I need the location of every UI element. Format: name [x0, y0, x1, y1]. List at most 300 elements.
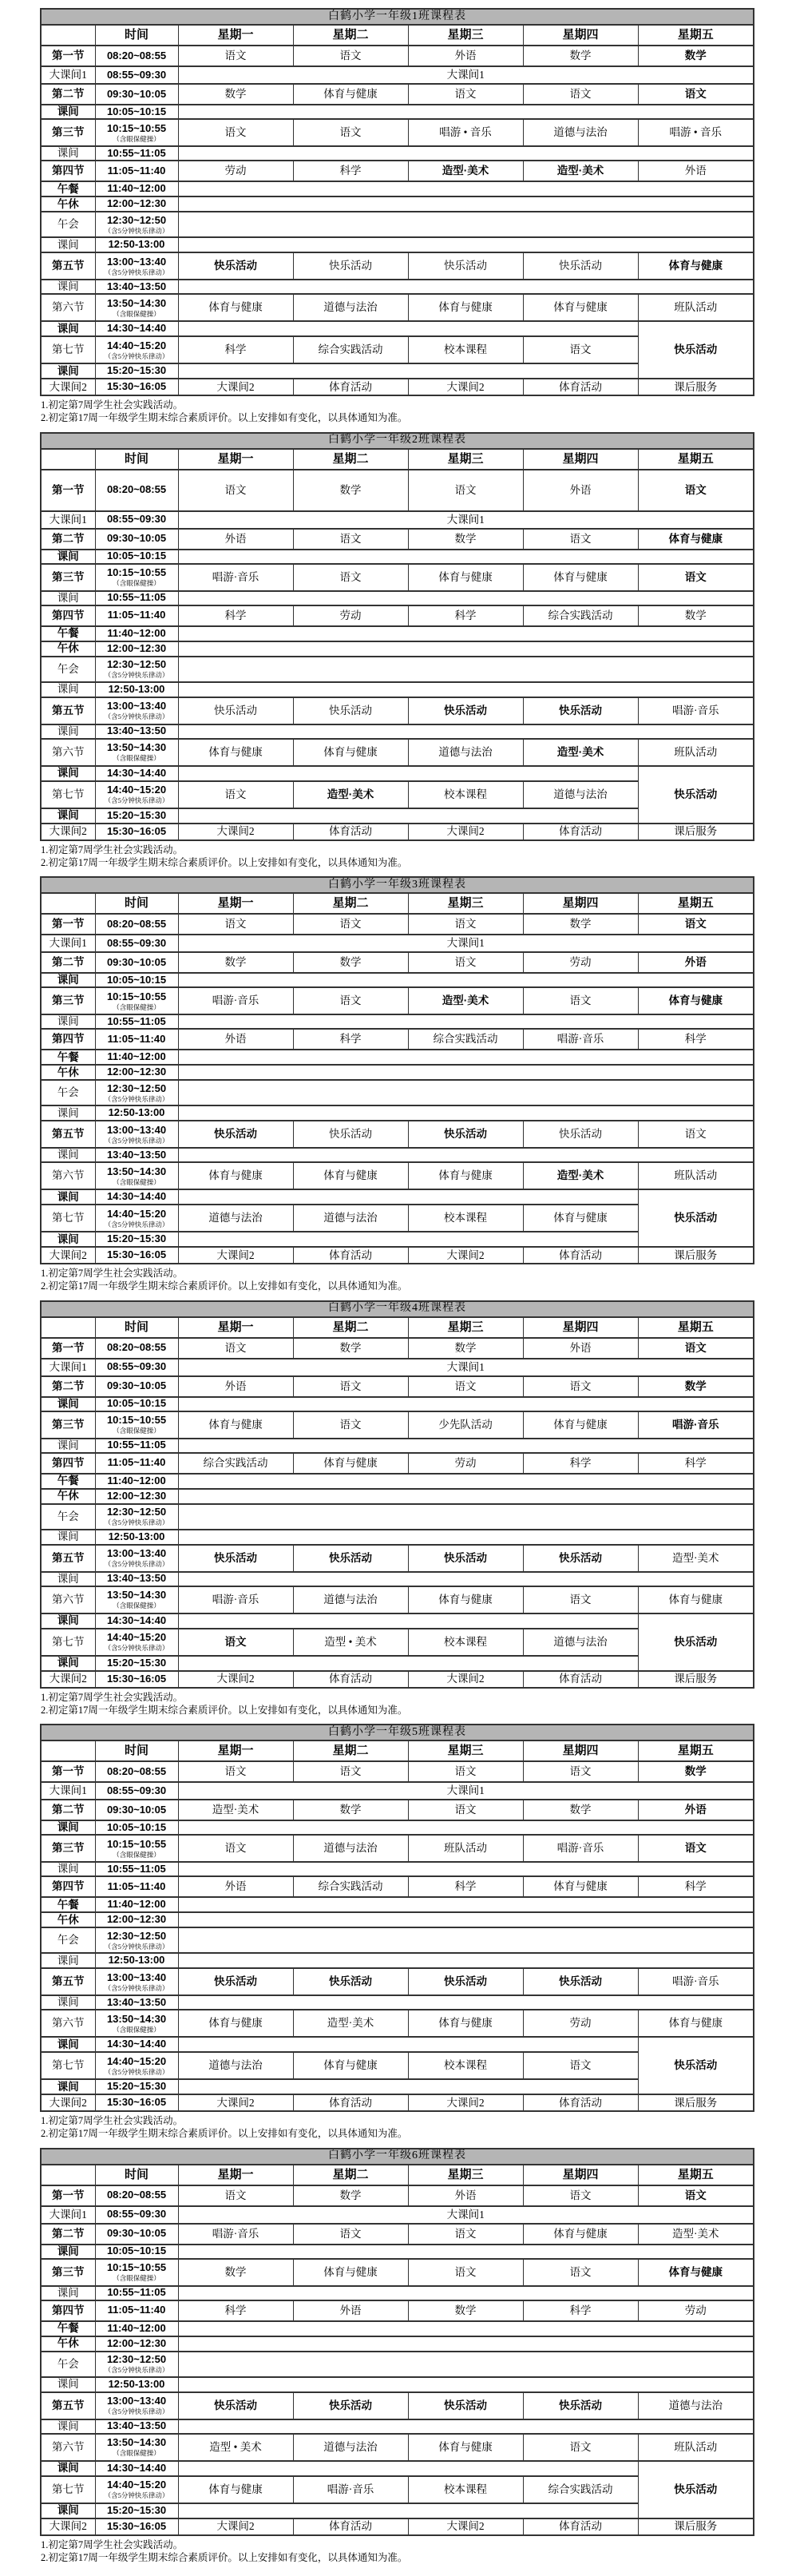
- subject-cell: 体育与健康: [523, 1411, 638, 1439]
- subject-cell: 大课间2: [408, 1671, 523, 1688]
- subject-cell: 唱游·音乐: [178, 2224, 293, 2245]
- subject-cell: 班队活动: [638, 2434, 754, 2461]
- time-note: （含5分钟快乐律动）: [104, 351, 169, 360]
- subject-cell: 大课间2: [408, 379, 523, 395]
- day-header-4: 星期四: [523, 893, 638, 914]
- time-cell: 11:40~12:00: [95, 1050, 178, 1065]
- subject-cell: 道德与法治: [408, 739, 523, 766]
- subject-cell: 语文: [178, 781, 293, 808]
- time-cell: 11:05~11:40: [95, 2300, 178, 2321]
- subject-cell: 快乐活动: [293, 1545, 408, 1572]
- subject-cell: 班队活动: [638, 1162, 754, 1189]
- subject-cell: 语文: [293, 1761, 408, 1782]
- period-label: 大课间2: [41, 1247, 95, 1264]
- period-label: 课间: [41, 682, 95, 697]
- break-cell: [178, 550, 754, 564]
- subject-cell: 科学: [638, 1029, 754, 1050]
- time-cell: 12:00~12:30: [95, 1489, 178, 1504]
- break-cell: [178, 321, 638, 336]
- time-cell: 12:00~12:30: [95, 641, 178, 657]
- row-午会: [41, 1080, 754, 1105]
- period-label: 课间: [41, 1189, 95, 1205]
- row-大课间2: [41, 2094, 754, 2111]
- row-课间: [41, 1995, 754, 2010]
- subject-cell: 语文: [408, 914, 523, 935]
- row-第六节: [41, 739, 754, 766]
- time-cell: 12:00~12:30: [95, 196, 178, 212]
- row-课间: [41, 2377, 754, 2392]
- time-cell: 12:50-13:00: [95, 237, 178, 252]
- time-cell: 08:55~09:30: [95, 2206, 178, 2224]
- time-cell: 12:00~12:30: [95, 2336, 178, 2352]
- subject-cell: 数学: [293, 2185, 408, 2206]
- time-header: 时间: [95, 449, 178, 470]
- subject-cell: 大课间2: [178, 379, 293, 395]
- subject-cell: 快乐活动: [408, 697, 523, 724]
- subject-cell: 校本课程: [408, 2476, 523, 2503]
- time-cell: 10:05~10:15: [95, 2245, 178, 2259]
- day-header-3: 星期三: [408, 1740, 523, 1761]
- subject-cell: 数学: [523, 1800, 638, 1820]
- subject-cell: 体育活动: [523, 824, 638, 840]
- time-cell: 13:40~13:50: [95, 1148, 178, 1162]
- time-cell: 10:05~10:15: [95, 1820, 178, 1835]
- row-课间: [41, 1439, 754, 1453]
- time-note: （含5分钟快乐律动）: [104, 268, 169, 276]
- time-cell: 12:50-13:00: [95, 1953, 178, 1968]
- subject-cell: 科学: [408, 605, 523, 626]
- subject-cell: 语文: [293, 1411, 408, 1439]
- row-第五节: [41, 1545, 754, 1572]
- time-cell: 15:20~15:30: [95, 1232, 178, 1247]
- subject-cell: 快乐活动: [523, 697, 638, 724]
- subject-cell: 体育活动: [293, 1247, 408, 1264]
- footnote-line-2: 2.初定第17周一年级学生期末综合素质评价。以上安排如有变化，以具体通知为准。: [41, 856, 408, 868]
- row-第四节: [41, 1876, 754, 1897]
- period-label: 课间: [41, 1232, 95, 1247]
- time-cell: 14:40~15:20 （含5分钟快乐律动）: [95, 781, 178, 808]
- day-header-1: 星期一: [178, 2165, 293, 2185]
- row-午餐: [41, 1050, 754, 1065]
- period-label: 午休: [41, 196, 95, 212]
- table-title: 白鹤小学一年级1班课程表: [41, 9, 754, 25]
- time-cell: 14:30~14:40: [95, 2461, 178, 2476]
- subject-cell: 综合实践活动: [523, 605, 638, 626]
- subject-cell: 快乐活动: [523, 1121, 638, 1148]
- time-cell: 08:20~08:55: [95, 1761, 178, 1782]
- time-cell: 13:50~14:30 （含眼保健操）: [95, 739, 178, 766]
- subject-cell: 语文: [408, 1761, 523, 1782]
- table-title: 白鹤小学一年级3班课程表: [41, 877, 754, 893]
- subject-cell: 语文: [408, 84, 523, 105]
- time-cell: 11:40~12:00: [95, 2321, 178, 2336]
- period-label: 第一节: [41, 1338, 95, 1359]
- subject-cell: 数学: [638, 605, 754, 626]
- footnote-line-2: 2.初定第17周一年级学生期末综合素质评价。以上安排如有变化，以具体通知为准。: [41, 2128, 408, 2140]
- row-第一节: [41, 914, 754, 935]
- break-cell: [178, 1995, 754, 2010]
- break-cell: [178, 1953, 754, 1968]
- period-label: 课间: [41, 1572, 95, 1586]
- period-label: 课间: [41, 2377, 95, 2392]
- time-cell: 10:15~10:55 （含眼保健操）: [95, 1411, 178, 1439]
- subject-cell: 快乐活动: [523, 1545, 638, 1572]
- row-课间: [41, 237, 754, 252]
- time-cell: 10:55~11:05: [95, 1862, 178, 1876]
- time-cell: 15:30~16:05: [95, 824, 178, 840]
- break-cell: [178, 1530, 754, 1545]
- break-cell: [178, 1820, 754, 1835]
- period-label: 第七节: [41, 2052, 95, 2079]
- break-cell: [178, 641, 754, 657]
- corner-cell: [41, 449, 95, 470]
- time-cell: 09:30~10:05: [95, 952, 178, 973]
- time-cell: 12:00~12:30: [95, 1912, 178, 1927]
- row-午餐: [41, 626, 754, 641]
- time-cell: 13:50~14:30 （含眼保健操）: [95, 1162, 178, 1189]
- subject-cell: 快乐活动: [408, 252, 523, 280]
- time-cell: 11:40~12:00: [95, 1474, 178, 1489]
- table-footnotes: [41, 2538, 753, 2565]
- row-课间: [41, 1953, 754, 1968]
- time-note: （含眼保健操）: [113, 134, 160, 143]
- footnote-line-2: 2.初定第17周一年级学生期末综合素质评价。以上安排如有变化，以具体通知为准。: [41, 412, 408, 424]
- table-title: 白鹤小学一年级2班课程表: [41, 433, 754, 449]
- row-第二节: [41, 2224, 754, 2245]
- row-大课间2: [41, 2518, 754, 2535]
- table-title-row: [41, 877, 754, 893]
- row-课间: [41, 2419, 754, 2434]
- time-cell: 13:40~13:50: [95, 1572, 178, 1586]
- row-第一节: [41, 46, 754, 66]
- row-午休: [41, 641, 754, 657]
- subject-cell: 道德与法治: [293, 1586, 408, 1613]
- subject-cell: 道德与法治: [523, 1629, 638, 1656]
- row-大课间2: [41, 1247, 754, 1264]
- period-label: 第一节: [41, 1761, 95, 1782]
- row-午餐: [41, 1897, 754, 1912]
- table-title: 白鹤小学一年级5班课程表: [41, 1725, 754, 1740]
- subject-cell: 外语: [523, 1338, 638, 1359]
- time-cell: 10:05~10:15: [95, 105, 178, 119]
- row-午休: [41, 1489, 754, 1504]
- time-cell: 15:30~16:05: [95, 379, 178, 395]
- period-label: 午餐: [41, 1050, 95, 1065]
- friday-merged-cell: 快乐活动: [638, 321, 754, 379]
- time-cell: 13:00~13:40 （含5分钟快乐律动）: [95, 1968, 178, 1995]
- period-label: 课间: [41, 2419, 95, 2434]
- time-cell: 12:30~12:50 （含5分钟快乐律动）: [95, 1080, 178, 1105]
- subject-cell: 科学: [523, 1453, 638, 1474]
- row-第一节: [41, 2185, 754, 2206]
- footnote-line-1: 1.初定第7周学生社会实践活动。: [41, 1268, 184, 1279]
- time-note: （含5分钟快乐律动）: [104, 2491, 169, 2500]
- period-label: 午会: [41, 657, 95, 682]
- time-cell: 13:50~14:30 （含眼保健操）: [95, 1586, 178, 1613]
- time-cell: 11:40~12:00: [95, 626, 178, 641]
- period-label: 第一节: [41, 46, 95, 66]
- time-cell: 15:30~16:05: [95, 2518, 178, 2535]
- break-cell: [178, 682, 754, 697]
- time-cell: 12:30~12:50 （含5分钟快乐律动）: [95, 212, 178, 237]
- subject-cell: 快乐活动: [408, 2392, 523, 2419]
- row-课间: [41, 1105, 754, 1121]
- day-header-1: 星期一: [178, 893, 293, 914]
- row-第五节: [41, 1968, 754, 1995]
- subject-cell: 语文: [408, 2224, 523, 2245]
- break-cell: [178, 1439, 754, 1453]
- subject-cell: 造型·美术: [408, 987, 523, 1014]
- morning-break-cell: 大课间1: [178, 2206, 754, 2224]
- subject-cell: 快乐活动: [408, 1121, 523, 1148]
- period-label: 第四节: [41, 2300, 95, 2321]
- footnote-line-1: 1.初定第7周学生社会实践活动。: [41, 843, 184, 855]
- subject-cell: 劳动: [523, 2010, 638, 2037]
- subject-cell: 唱游 • 音乐: [408, 119, 523, 146]
- row-午餐: [41, 181, 754, 196]
- row-午会: [41, 1504, 754, 1530]
- period-label: 大课间1: [41, 1782, 95, 1800]
- time-cell: 15:30~16:05: [95, 1671, 178, 1688]
- subject-cell: 语文: [523, 2185, 638, 2206]
- period-label: 课间: [41, 1530, 95, 1545]
- time-note: （含5分钟快乐律动）: [104, 712, 169, 721]
- period-label: 课间: [41, 237, 95, 252]
- period-label: 大课间2: [41, 824, 95, 840]
- morning-break-cell: 大课间1: [178, 935, 754, 952]
- day-header-5: 星期五: [638, 1317, 754, 1338]
- morning-break-cell: 大课间1: [178, 1782, 754, 1800]
- subject-cell: 语文: [178, 470, 293, 511]
- subject-cell: 快乐活动: [178, 1121, 293, 1148]
- timetable-class-3: [40, 876, 754, 1264]
- time-cell: 15:20~15:30: [95, 2079, 178, 2094]
- break-cell: [178, 973, 754, 987]
- period-label: 第四节: [41, 1876, 95, 1897]
- break-cell: [178, 1397, 754, 1411]
- subject-cell: 道德与法治: [293, 2434, 408, 2461]
- time-cell: 10:05~10:15: [95, 973, 178, 987]
- time-cell: 12:50-13:00: [95, 1105, 178, 1121]
- period-label: 第五节: [41, 1968, 95, 1995]
- subject-cell: 道德与法治: [523, 781, 638, 808]
- break-cell: [178, 1148, 754, 1162]
- period-label: 午会: [41, 1504, 95, 1530]
- time-cell: 13:50~14:30 （含眼保健操）: [95, 294, 178, 321]
- period-label: 第六节: [41, 1586, 95, 1613]
- time-cell: 09:30~10:05: [95, 529, 178, 550]
- subject-cell: 科学: [178, 2300, 293, 2321]
- time-note: （含眼保健操）: [113, 309, 160, 318]
- row-第五节: [41, 697, 754, 724]
- period-label: 课间: [41, 1656, 95, 1671]
- subject-cell: 唱游·音乐: [293, 2476, 408, 2503]
- subject-cell: 唱游·音乐: [178, 564, 293, 591]
- time-cell: 13:40~13:50: [95, 2419, 178, 2434]
- subject-cell: 科学: [293, 1029, 408, 1050]
- friday-merged-cell: 快乐活动: [638, 2461, 754, 2518]
- table-header-row: [41, 2165, 754, 2185]
- period-label: 课间: [41, 146, 95, 161]
- time-cell: 09:30~10:05: [95, 1376, 178, 1397]
- break-cell: [178, 1862, 754, 1876]
- subject-cell: 外语: [638, 1800, 754, 1820]
- period-label: 午会: [41, 1927, 95, 1953]
- row-第四节: [41, 1029, 754, 1050]
- period-label: 午会: [41, 212, 95, 237]
- subject-cell: 科学: [638, 1876, 754, 1897]
- subject-cell: 体育与健康: [523, 564, 638, 591]
- period-label: 第三节: [41, 119, 95, 146]
- row-大课间1: [41, 2206, 754, 2224]
- period-label: 课间: [41, 550, 95, 564]
- subject-cell: 语文: [293, 529, 408, 550]
- subject-cell: 造型·美术: [523, 1162, 638, 1189]
- period-label: 第一节: [41, 470, 95, 511]
- time-cell: 08:55~09:30: [95, 1782, 178, 1800]
- row-午休: [41, 196, 754, 212]
- subject-cell: 外语: [408, 2185, 523, 2206]
- subject-cell: 语文: [178, 1835, 293, 1862]
- table-footnotes: [41, 1691, 753, 1717]
- break-cell: [178, 1014, 754, 1029]
- subject-cell: 综合实践活动: [293, 1876, 408, 1897]
- time-cell: 12:30~12:50 （含5分钟快乐律动）: [95, 657, 178, 682]
- time-note: （含眼保健操）: [113, 754, 160, 763]
- period-label: 午休: [41, 1065, 95, 1080]
- row-第三节: [41, 1411, 754, 1439]
- time-cell: 08:20~08:55: [95, 914, 178, 935]
- period-label: 第五节: [41, 2392, 95, 2419]
- time-cell: 11:05~11:40: [95, 605, 178, 626]
- subject-cell: 语文: [523, 529, 638, 550]
- time-cell: 15:20~15:30: [95, 363, 178, 379]
- period-label: 课间: [41, 1014, 95, 1029]
- period-label: 大课间1: [41, 1359, 95, 1376]
- period-label: 午会: [41, 1080, 95, 1105]
- row-课间: [41, 682, 754, 697]
- period-label: 第三节: [41, 564, 95, 591]
- time-note: （含眼保健操）: [113, 1177, 160, 1186]
- subject-cell: 校本课程: [408, 1629, 523, 1656]
- time-cell: 13:40~13:50: [95, 724, 178, 739]
- row-课间: [41, 724, 754, 739]
- break-cell: [178, 1927, 754, 1953]
- subject-cell: 语文: [523, 336, 638, 363]
- time-cell: 15:30~16:05: [95, 2094, 178, 2111]
- period-label: 课间: [41, 1613, 95, 1629]
- row-午餐: [41, 2321, 754, 2336]
- subject-cell: 造型·美术: [523, 161, 638, 181]
- break-cell: [178, 2079, 638, 2094]
- time-cell: 11:40~12:00: [95, 1897, 178, 1912]
- subject-cell: 语文: [178, 914, 293, 935]
- row-课间: [41, 591, 754, 605]
- subject-cell: 快乐活动: [293, 1968, 408, 1995]
- subject-cell: 唱游·音乐: [523, 1835, 638, 1862]
- subject-cell: 体育与健康: [638, 529, 754, 550]
- time-cell: 10:15~10:55 （含眼保健操）: [95, 1835, 178, 1862]
- subject-cell: 数学: [293, 1800, 408, 1820]
- time-cell: 09:30~10:05: [95, 1800, 178, 1820]
- period-label: 课间: [41, 808, 95, 824]
- subject-cell: 体育活动: [293, 2094, 408, 2111]
- subject-cell: 道德与法治: [638, 2392, 754, 2419]
- time-cell: 13:00~13:40 （含5分钟快乐律动）: [95, 252, 178, 280]
- subject-cell: 综合实践活动: [408, 1029, 523, 1050]
- period-label: 大课间1: [41, 66, 95, 84]
- day-header-2: 星期二: [293, 449, 408, 470]
- subject-cell: 大课间2: [178, 1247, 293, 1264]
- subject-cell: 大课间2: [408, 2094, 523, 2111]
- subject-cell: 造型·美术: [408, 161, 523, 181]
- table-header-row: [41, 25, 754, 46]
- period-label: 第二节: [41, 2224, 95, 2245]
- row-午会: [41, 657, 754, 682]
- break-cell: [178, 1504, 754, 1530]
- time-cell: 10:55~11:05: [95, 146, 178, 161]
- break-cell: [178, 2336, 754, 2352]
- row-课间: [41, 1820, 754, 1835]
- break-cell: [178, 766, 638, 781]
- row-大课间2: [41, 379, 754, 395]
- day-header-2: 星期二: [293, 25, 408, 46]
- time-note: （含5分钟快乐律动）: [104, 1560, 169, 1569]
- timetable-class-5: [40, 1724, 754, 2112]
- row-第二节: [41, 84, 754, 105]
- period-label: 课间: [41, 973, 95, 987]
- table-title-row: [41, 9, 754, 25]
- break-cell: [178, 2245, 754, 2259]
- period-label: 大课间2: [41, 1671, 95, 1688]
- subject-cell: 体育与健康: [408, 294, 523, 321]
- period-label: 午休: [41, 641, 95, 657]
- period-label: 大课间1: [41, 935, 95, 952]
- time-cell: 15:20~15:30: [95, 2503, 178, 2518]
- time-header: 时间: [95, 1740, 178, 1761]
- time-cell: 14:40~15:20 （含5分钟快乐律动）: [95, 1629, 178, 1656]
- subject-cell: 道德与法治: [178, 1205, 293, 1232]
- day-header-4: 星期四: [523, 1740, 638, 1761]
- subject-cell: 语文: [638, 1338, 754, 1359]
- time-cell: 08:20~08:55: [95, 470, 178, 511]
- subject-cell: 课后服务: [638, 824, 754, 840]
- subject-cell: 综合实践活动: [178, 1453, 293, 1474]
- time-note: （含5分钟快乐律动）: [104, 1094, 169, 1103]
- subject-cell: 快乐活动: [293, 252, 408, 280]
- subject-cell: 体育与健康: [178, 1162, 293, 1189]
- table-title-row: [41, 1725, 754, 1740]
- subject-cell: 语文: [638, 914, 754, 935]
- period-label: 第二节: [41, 1376, 95, 1397]
- row-课间: [41, 2461, 754, 2476]
- time-note: （含眼保健操）: [113, 1427, 160, 1435]
- row-第六节: [41, 2434, 754, 2461]
- subject-cell: 外语: [178, 1876, 293, 1897]
- day-header-5: 星期五: [638, 2165, 754, 2185]
- row-课间: [41, 2286, 754, 2300]
- subject-cell: 大课间2: [408, 1247, 523, 1264]
- break-cell: [178, 237, 754, 252]
- period-label: 第一节: [41, 914, 95, 935]
- row-第六节: [41, 2010, 754, 2037]
- row-课间: [41, 766, 754, 781]
- row-课间: [41, 321, 754, 336]
- subject-cell: 外语: [178, 1029, 293, 1050]
- time-note: （含5分钟快乐律动）: [104, 671, 169, 680]
- period-label: 课间: [41, 321, 95, 336]
- subject-cell: 造型·美术: [638, 1545, 754, 1572]
